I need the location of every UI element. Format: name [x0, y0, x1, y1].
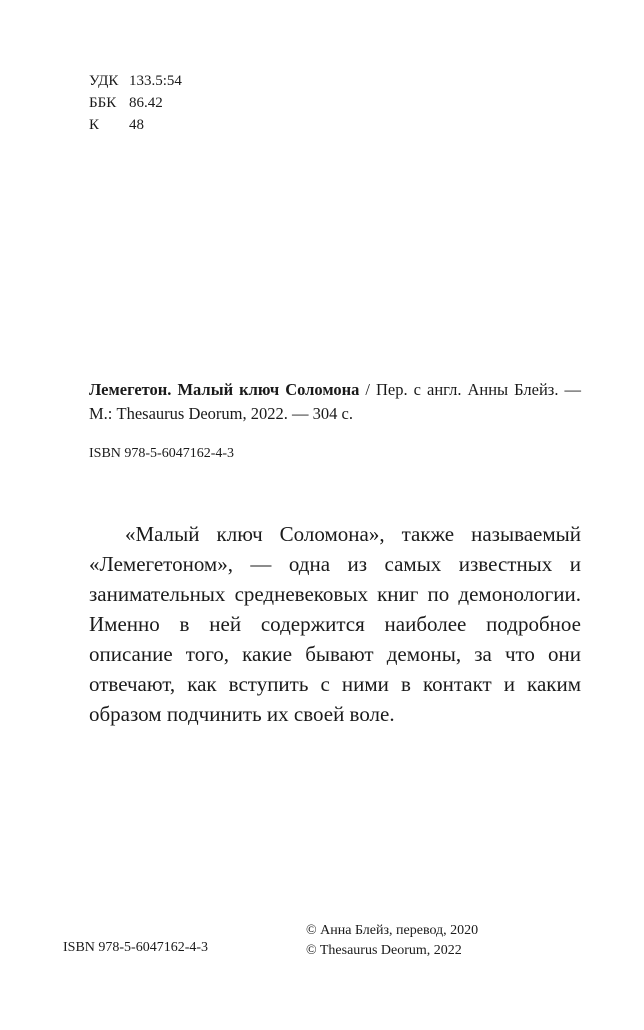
- bbk-label: ББК: [89, 95, 117, 111]
- author-mark-row: [89, 114, 182, 136]
- book-title: Лемегетон. Малый ключ Соломона: [89, 380, 360, 399]
- bibliographic-details: / Пер. с англ. Анны Блейз. — М.: Thesaurus Deorum, 2022. — 304 с.: [89, 380, 581, 423]
- bibliographic-record: [89, 378, 581, 426]
- udc-label: УДК: [89, 73, 119, 89]
- udc-value: 133.5:54: [129, 73, 182, 89]
- author-mark-label: К: [89, 117, 100, 133]
- copyright-publisher: © Thesaurus Deorum, 2022: [306, 943, 462, 958]
- bbk-value: 86.42: [129, 95, 163, 111]
- copyright-block: [306, 921, 478, 961]
- bbk-row: [89, 92, 182, 114]
- isbn-footer: ISBN 978-5-6047162-4-3: [63, 940, 209, 955]
- classification-block: [89, 70, 182, 136]
- copyright-translation: © Анна Блейз, перевод, 2020: [306, 923, 479, 938]
- author-mark-value: 48: [129, 117, 144, 133]
- udc-row: [89, 70, 182, 92]
- isbn-record: ISBN 978-5-6047162-4-3: [89, 446, 235, 461]
- annotation-paragraph: «Малый ключ Соломона», также называемый «Лемегетоном», — одна из самых известных и занимательных средневековых книг по демонологии. Именно в ней содержится наиболее подробное описание того, какие бывают демоны, за что они отвечают, как вступить с ними в контакт и каким образом подчинить их своей воле.: [89, 522, 581, 726]
